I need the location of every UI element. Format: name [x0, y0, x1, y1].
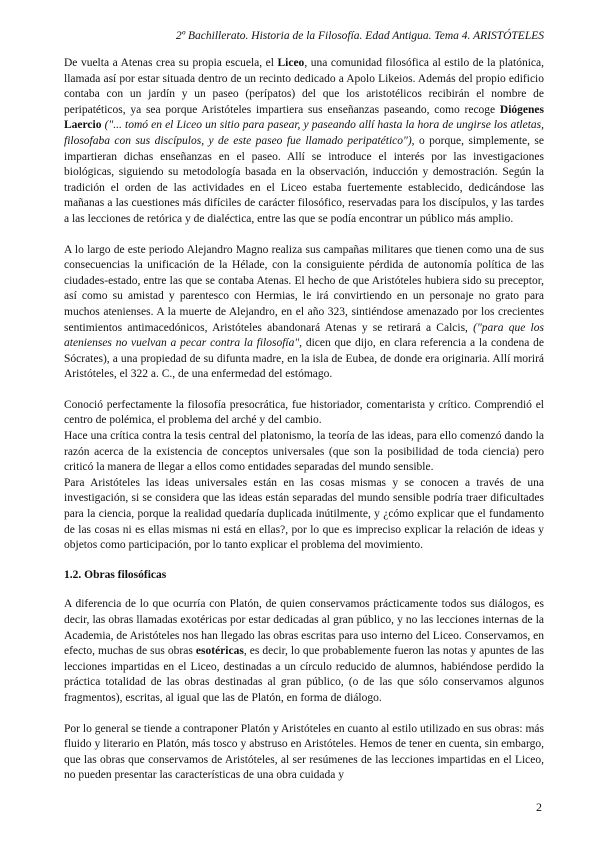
text-run: A diferencia de lo que ocurría con Platón, de quien conservamos prácticamente todos sus diálogos, es decir, las obras llamadas exotéricas por estar dedicadas al gran público, y no las lecciones internas de la Academia, de Aristóteles nos han llegado las obras escritas para uso interno del Liceo. Conservamos, en efecto, muchas de sus obras: [64, 598, 544, 658]
text-run: De vuelta a Atenas crea su propia escuela, el: [64, 57, 278, 69]
name-diogenes-laercio: Diógenes Laercio: [64, 103, 544, 132]
term-esotericas: esotéricas: [195, 645, 244, 658]
term-liceo: Liceo: [277, 57, 305, 69]
text-run: , o porque, simplemente, se impartieran dichas enseñanzas en el paseo. Allí se introduce el interés por las investigaciones biológicas, siguiendo su metodología basada en la observación, inducción y demostración. Según la tradición el orden de las actividades en el Liceo estaba fuertemente establecido, dedicándose las mañanas a las cuestiones más difíciles de carácter filosófico, reservadas para los discípulos, y las tardes a las lecciones de retórica y de dialéctica, entre las que se podía encontrar un público más amplio.: [64, 134, 545, 225]
paragraph-ideas-universales: Para Aristóteles las ideas universales están en las cosas mismas y se conocen a través de una investigación, si se considera que las ideas están separadas del mundo sensible podría traer dificultades para la ciencia, porque la realidad quedaría duplicada inútilmente, y ¿cómo explicar que el fundamento de las cosas ni es ellas mismas ni está en ellas?, por lo que es impreciso explicar la relación de ideas y objetos como participación, por lo tanto explicar el problema del movimiento.: [64, 476, 544, 552]
document-body: [64, 56, 544, 784]
text-run: , dicen que dijo, en clara referencia a la condena de Sócrates), a una propiedad de su difunta madre, en la isla de Eubea, de donde era originaria. Allí morirá Aristóteles, el 322 a. C., de una enfermedad del estómago.: [64, 337, 544, 381]
quote-calcis: ("para que los atenienses no vuelvan a pecar contra la filosofía": [64, 321, 544, 350]
paragraph-obras-esotericas: [64, 597, 544, 706]
paragraph-alejandro: [64, 243, 544, 383]
paragraph-presocratica: Conoció perfectamente la filosofía presocrática, fue historiador, comentarista y crítico. Comprendió el centro de polémica, el problema del arché y del cambio.: [64, 398, 544, 427]
running-header: 2º Bachillerato. Historia de la Filosofía. Edad Antigua. Tema 4. ARISTÓTELES: [175, 30, 544, 42]
paragraph-critica-platonismo: Hace una crítica contra la tesis central del platonismo, la teoría de las ideas, para ello comenzó dando la razón acerca de la existencia de conceptos universales (que son la posibilidad de toda ciencia) pero criticó la manera de llegar a ellos como entidades separadas del mundo sensible.: [64, 430, 544, 474]
paragraph-estilo: Por lo general se tiende a contraponer Platón y Aristóteles en cuanto al estilo utilizado en sus obras: más fluido y literario en Platón, más tosco y abstruso en Aristóteles. Hemos de tener en cuenta, sin embargo, que las obras que conservamos de Aristóteles, al ser resúmenes de las lecciones impartidas en el Liceo, no pueden presentar las características de una obra cuidada y: [64, 722, 544, 782]
paragraph-liceo: [64, 56, 544, 228]
text-run: , una comunidad filosófica al estilo de la platónica, llamada así por estar situada dentro de un recinto dedicado a Apolo Likeios. Además del propio edificio contaba con un jardín y un paseo (perípatos) del que los aristotélicos recibirán el nombre de peripatéticos, ya sea porque Aristóteles impartiera sus enseñanzas paseando, como recoge: [64, 57, 544, 116]
quote-diogenes: ("... tomó en el Liceo un sitio para pasear, y paseando allí hasta la hora de ungirse los atletas, filosofaba con sus discípulos, y de este paseo fue llamado peripatético"): [64, 119, 544, 147]
page-number: 2: [536, 800, 542, 814]
text-run: A lo largo de este periodo Alejandro Magno realiza sus campañas militares que tienen como una de sus consecuencias la unificación de la Hélade, con la consiguiente pérdida de autonomía política de las ciudades-estado, entre las que se contaba Atenas. El hecho de que Aristóteles hubiera sido su preceptor, así como su amistad y parentesco con Hermias, le irá convirtiendo en un personaje no grato para muchos atenienses. A la muerte de Alejandro, en el año 323, sintiéndose amenazado por los crecientes sentimientos antimacedónicos, Aristóteles abandonará Atenas y se retirará a Calcis,: [64, 243, 544, 334]
section-heading: 1.2. Obras filosóficas: [64, 568, 167, 581]
text-run: , es decir, lo que probablemente fueron las notas y apuntes de las lecciones impartidas en el Liceo, destinadas a un círculo reducido de alumnos, habiéndose perdido la práctica totalidad de las obras destinadas al gran público, (o de las que sólo conservamos algunos fragmentos), escritas, al igual que las de Platón, en forma de diálogo.: [64, 645, 544, 704]
